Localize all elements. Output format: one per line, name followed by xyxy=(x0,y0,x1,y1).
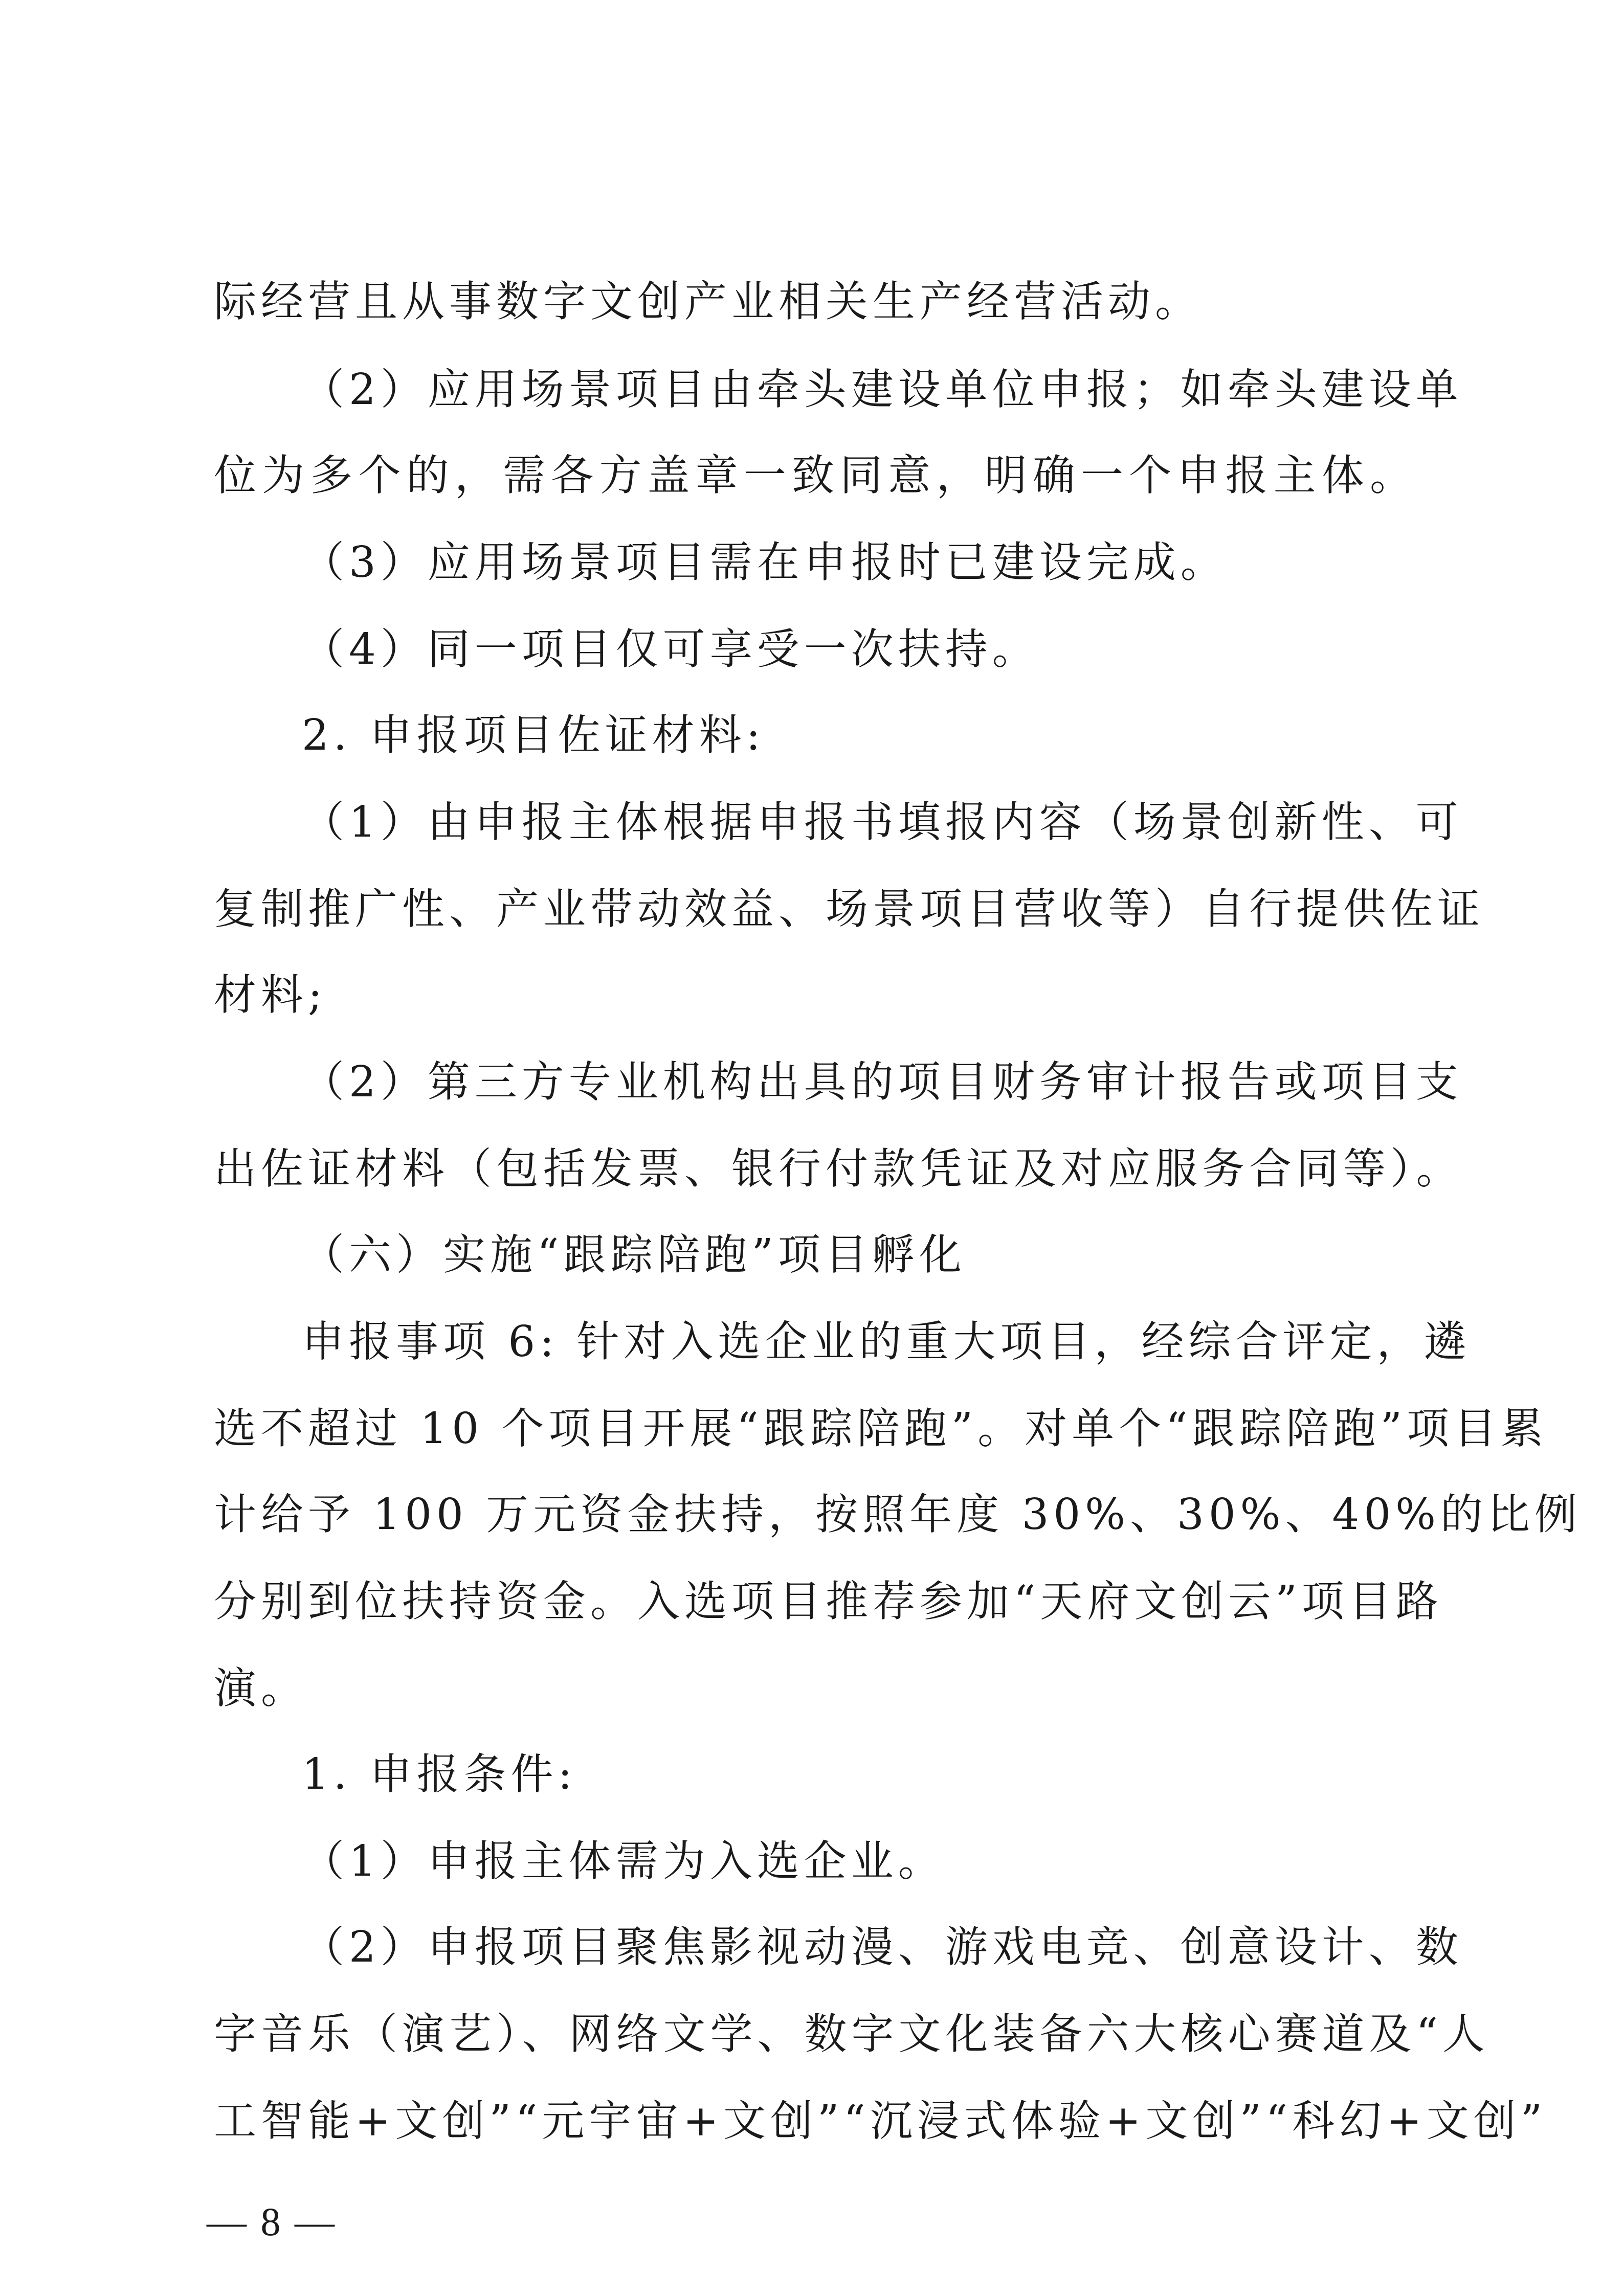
text-line: 选不超过 10 个项目开展“跟踪陪跑”。对单个“跟踪陪跑”项目累 xyxy=(214,1404,1548,1453)
section-heading: （六）实施“跟踪陪跑”项目孵化 xyxy=(302,1230,966,1279)
text-line: 分别到位扶持资金。入选项目推荐参加“天府文创云”项目路 xyxy=(214,1577,1443,1626)
text-line: 出佐证材料（包括发票、银行付款凭证及对应服务合同等）。 xyxy=(214,1144,1463,1194)
text-line: （2）申报项目聚焦影视动漫、游戏电竞、创意设计、数 xyxy=(302,1922,1463,1972)
text-line: （3）应用场景项目需在申报时已建设完成。 xyxy=(302,537,1228,587)
text-line: 复制推广性、产业带动效益、场景项目营收等）自行提供佐证 xyxy=(214,884,1484,934)
text-line: 申报事项 6: 针对入选企业的重大项目，经综合评定，遴 xyxy=(302,1317,1471,1366)
text-line: 演。 xyxy=(214,1663,308,1713)
text-line: 计给予 100 万元资金扶持，按照年度 30%、30%、40%的比例 xyxy=(214,1490,1582,1539)
text-line: 字音乐（演艺）、网络文学、数字文化装备六大核心赛道及“人 xyxy=(214,2009,1489,2059)
text-line: 际经营且从事数字文创产业相关生产经营活动。 xyxy=(214,277,1202,326)
text-line: （4）同一项目仅可享受一次扶持。 xyxy=(302,624,1039,674)
text-line: 工智能+文创”“元宇宙+文创”“沉浸式体验+文创”“科幻+文创” xyxy=(214,2096,1547,2146)
text-line: 位为多个的，需各方盖章一致同意，明确一个申报主体。 xyxy=(214,451,1417,500)
text-line: 材料; xyxy=(214,970,327,1020)
text-line: 1. 申报条件: xyxy=(302,1749,577,1799)
text-line: （2）第三方专业机构出具的项目财务审计报告或项目支 xyxy=(302,1057,1463,1107)
text-line: （1）申报主体需为入选企业。 xyxy=(302,1836,945,1886)
text-line: 2. 申报项目佐证材料: xyxy=(302,710,765,760)
page-number: — 8 — xyxy=(207,2199,337,2244)
text-line: （2）应用场景项目由牵头建设单位申报；如牵头建设单 xyxy=(302,365,1463,414)
text-line: （1）由申报主体根据申报书填报内容（场景创新性、可 xyxy=(302,797,1463,847)
